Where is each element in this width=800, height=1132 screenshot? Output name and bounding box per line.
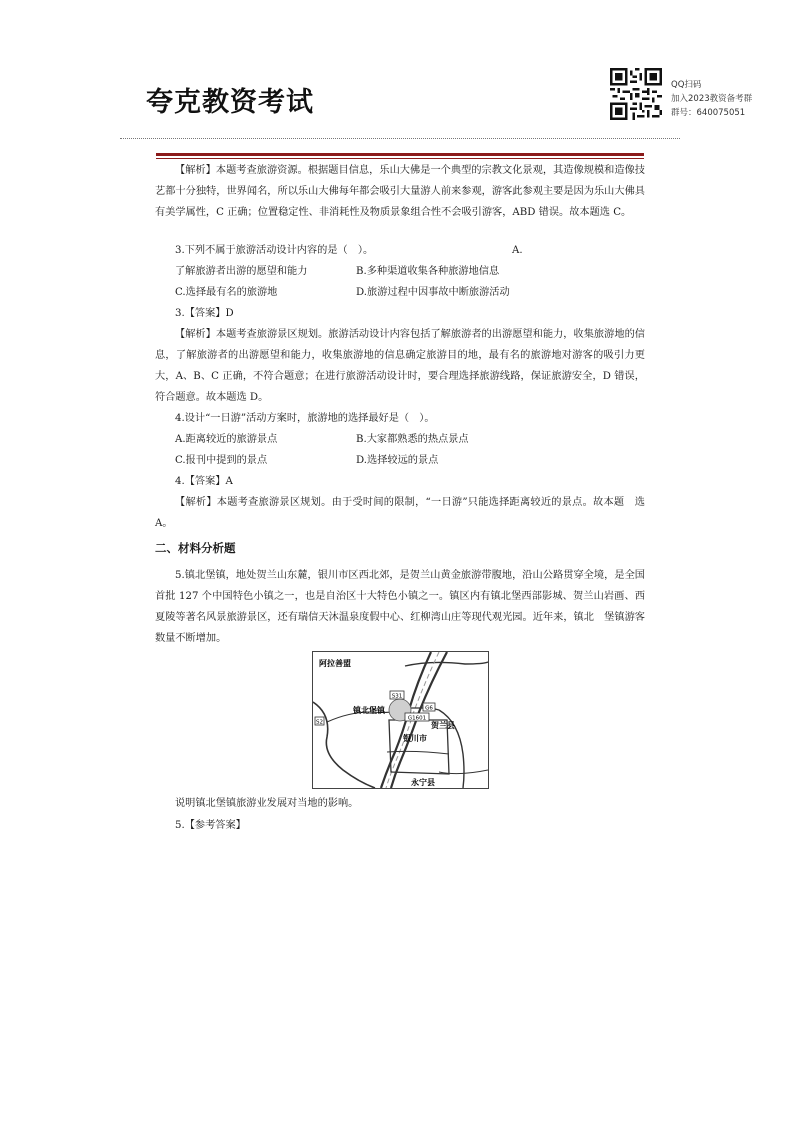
qr-code-icon (610, 68, 662, 120)
q3-option-c: C.选择最有名的旅游地 (175, 287, 278, 298)
map-road-line (387, 751, 449, 754)
header-divider (120, 138, 680, 139)
qr-info (671, 78, 752, 120)
q5-question: 说明镇北堡镇旅游业发展对当地的影响。 (175, 798, 359, 809)
map-boundary-line-north (405, 662, 488, 666)
location-map (312, 651, 489, 789)
map-label-county2: 永宁县 (411, 778, 435, 787)
brand-logo: 夸克教资考试 (146, 87, 314, 118)
map-drawing (313, 652, 488, 788)
road-label-s31: S31 (391, 693, 403, 700)
q3-stem: 3.下列不属于旅游活动设计内容的是（ ）。 (175, 245, 374, 256)
q4-option-c: C.报刊中提到的景点 (175, 455, 268, 466)
road-label-g1601: G1601 (407, 715, 427, 722)
q4-option-a: A.距离较近的旅游景点 (175, 434, 278, 445)
q3-answer: 3.【答案】D (175, 308, 234, 319)
map-label-county1: 贺兰县 (431, 721, 455, 730)
map-label-region: 阿拉善盟 (319, 659, 351, 668)
content-top-bar-thin (156, 158, 644, 159)
q4-option-d: D.选择较远的景点 (356, 455, 439, 466)
q3-option-a-label: A. (512, 245, 523, 256)
qr-join-text: 加入2023教资备考群 (671, 94, 753, 104)
q2-analysis: 【解析】本题考查旅游资源。根据题目信息，乐山大佛是一个典型的宗教文化景观，其造像规模和造像技艺都十分独特，世界闻名，所以乐山大佛每年都会吸引大量游人前来参观，游客此参观主要是因为乐山大佛具有美学属性，C 正确；位置稳定性、非消耗性及物质景象组合性不会吸引游客，ABD 错误。故本题选 C。 (155, 165, 645, 218)
content-top-bar (156, 153, 644, 156)
q3-option-a: 了解旅游者出游的愿望和能力 (175, 266, 308, 277)
q5-answer: 5.【参考答案】 (175, 820, 246, 831)
qr-label: QQ扫码 (671, 80, 702, 90)
q3-option-b: B.多种渠道收集各种旅游地信息 (356, 266, 500, 277)
qr-group-number: 群号：640075051 (671, 108, 746, 118)
q5-material: 5.镇北堡镇，地处贺兰山东麓，银川市区西北郊，是贺兰山黄金旅游带腹地，沿山公路贯穿全境，是全国首批 127 个中国特色小镇之一，也是自治区十大特色小镇之一。镇区内有镇北堡西部影城、贺兰山岩画、西夏陵等著名风景旅游景区，还有瑞信天沐温泉度假中心、红柳湾山庄等现代观光园。近年来，镇北 堡镇游客数量不断增加。 (155, 570, 645, 644)
q3-analysis: 【解析】本题考查旅游景区规划。旅游活动设计内容包括了解旅游者的出游愿望和能力，收集旅游地的信息，了解旅游者的出游愿望和能力，收集旅游地的信息确定旅游目的地，最有名的旅游地对游客的吸引力更大，A、B、C 正确，不符合题意；在进行旅游活动设计时，要合理选择旅游线路，保证旅游安全，D 错误，符合题意。故本题选 D。 (155, 329, 645, 403)
road-label-s2: S2 (316, 719, 323, 726)
map-label-city: 银川市 (403, 734, 427, 743)
q4-stem: 4.设计“一日游”活动方案时，旅游地的选择最好是（ ）。 (175, 413, 435, 424)
road-label-g6: G6 (425, 705, 433, 712)
map-label-town: 镇北堡镇 (353, 706, 385, 715)
section-heading: 二、材料分析题 (155, 541, 236, 555)
q4-answer: 4.【答案】A (175, 476, 233, 487)
q4-option-b: B.大家都熟悉的热点景点 (356, 434, 469, 445)
q4-analysis: 【解析】本题考查旅游景区规划。由于受时间的限制，“一日游”只能选择距离较近的景点。故本题 选 A。 (155, 497, 645, 529)
q3-option-d: D.旅游过程中因事故中断旅游活动 (356, 287, 510, 298)
